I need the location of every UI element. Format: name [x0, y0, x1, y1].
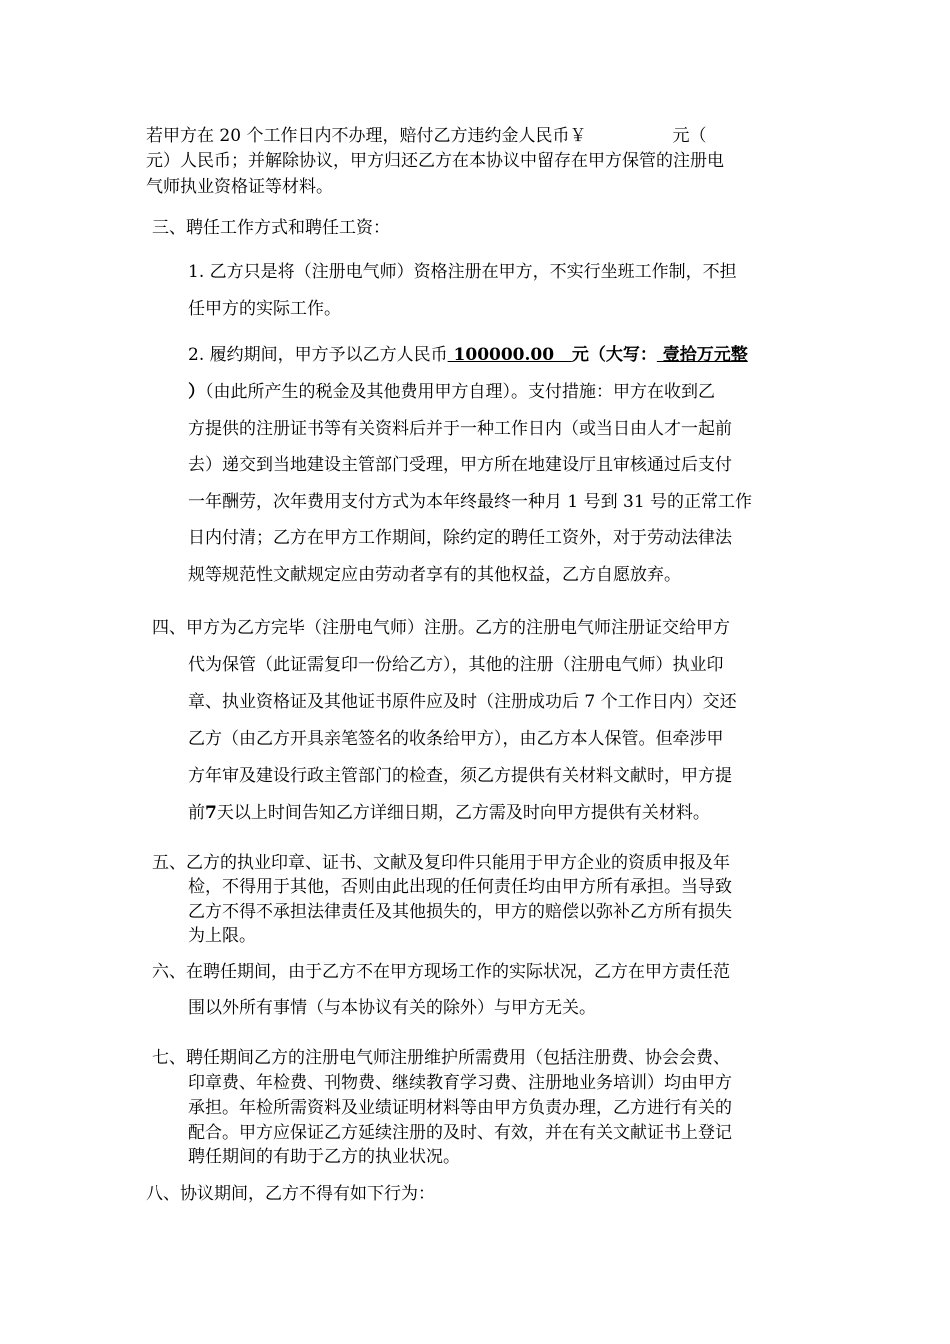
section-4-line: 代为保管（此证需复印一份给乙方），其他的注册（注册电气师）执业印: [188, 655, 724, 675]
paragraph-line: 元）人民币；并解除协议，甲方归还乙方在本协议中留存在甲方保管的注册电: [146, 151, 724, 171]
section-4-line: 四、甲方为乙方完毕（注册电气师）注册。乙方的注册电气师注册证交给甲方: [152, 618, 730, 638]
section-4-line: 乙方（由乙方开具亲笔签名的收条给甲方），由乙方本人保管。但牵涉甲: [188, 729, 724, 749]
paragraph-line: 气师执业资格证等材料。: [146, 177, 333, 197]
paragraph-line: [146, 124, 706, 148]
item-3-2-line: [188, 380, 715, 404]
payment-amount-uppercase: 壹拾万元整: [656, 345, 748, 365]
item-3-1-line: 任甲方的实际工作。: [188, 299, 341, 319]
section-5-line: 五、乙方的执业印章、证书、文献及复印件只能用于甲方企业的资质申报及年: [152, 853, 730, 873]
section-5-line: 为上限。: [188, 926, 256, 946]
section-8-heading: 八、协议期间，乙方不得有如下行为：: [146, 1184, 435, 1204]
penalty-unit: 元（: [672, 126, 707, 146]
section-7-line: 聘任期间的有助于乙方的执业状况。: [188, 1147, 460, 1167]
item-3-2-line: [188, 343, 748, 367]
uppercase-label: 元（大写：: [571, 345, 657, 365]
section-7-line: 七、聘任期间乙方的注册电气师注册维护所需费用（包括注册费、协会会费、: [152, 1048, 730, 1068]
section-5-line: 乙方不得不承担法律责任及其他损失的，甲方的赔偿以弥补乙方所有损失: [188, 902, 732, 922]
section-3-heading: 三、聘任工作方式和聘任工资：: [152, 218, 390, 238]
days-number: 7: [205, 803, 217, 823]
section-7-line: 配合。甲方应保证乙方延续注册的及时、有效，并在有关文献证书上登记: [188, 1123, 732, 1143]
section-6-line: 六、在聘任期间，由于乙方不在甲方现场工作的实际状况，乙方在甲方责任范: [152, 962, 730, 982]
item-3-2-line: 一年酬劳，次年费用支付方式为本年终最终一种月 1 号到 31 号的正常工作: [188, 492, 753, 512]
section-6-line: 围以外所有事情（与本协议有关的除外）与甲方无关。: [188, 998, 596, 1018]
payment-amount: 100000.00: [447, 345, 572, 365]
item-3-2-line: 去）递交到当地建设主管部门受理，甲方所在地建设厅且审核通过后支付: [188, 455, 732, 475]
text: 前: [188, 803, 205, 823]
penalty-text: 若甲方在 20 个工作日内不办理，赔付乙方违约金人民币￥: [146, 126, 587, 146]
section-5-line: 检，不得用于其他，否则由此出现的任何责任均由甲方所有承担。当导致: [188, 877, 732, 897]
closing-paren: ）: [188, 382, 205, 402]
item-3-1-line: 1. 乙方只是将（注册电气师）资格注册在甲方，不实行坐班工作制，不担: [188, 262, 737, 282]
section-7-line: 印章费、年检费、刊物费、继续教育学习费、注册地业务培训）均由甲方: [188, 1073, 732, 1093]
item-3-2-line: 规等规范性文献规定应由劳动者享有的其他权益，乙方自愿放弃。: [188, 565, 681, 585]
section-4-line: 方年审及建设行政主管部门的检查，须乙方提供有关材料文献时，甲方提: [188, 766, 732, 786]
item-3-2-line: 方提供的注册证书等有关资料后并于一种工作日内（或当日由人才一起前: [188, 419, 732, 439]
text: 天以上时间告知乙方详细日期，乙方需及时向甲方提供有关材料。: [216, 803, 710, 823]
section-4-line: [188, 801, 710, 825]
payment-text: 2. 履约期间，甲方予以乙方人民币: [188, 345, 448, 365]
item-3-2-line: 日内付清；乙方在甲方工作期间，除约定的聘任工资外，对于劳动法律法: [188, 528, 732, 548]
section-4-line: 章、执业资格证及其他证书原件应及时（注册成功后 7 个工作日内）交还: [188, 692, 737, 712]
section-7-line: 承担。年检所需资料及业绩证明材料等由甲方负责办理，乙方进行有关的: [188, 1098, 732, 1118]
payment-terms: （由此所产生的税金及其他费用甲方自理）。支付措施：甲方在收到乙: [205, 382, 715, 402]
